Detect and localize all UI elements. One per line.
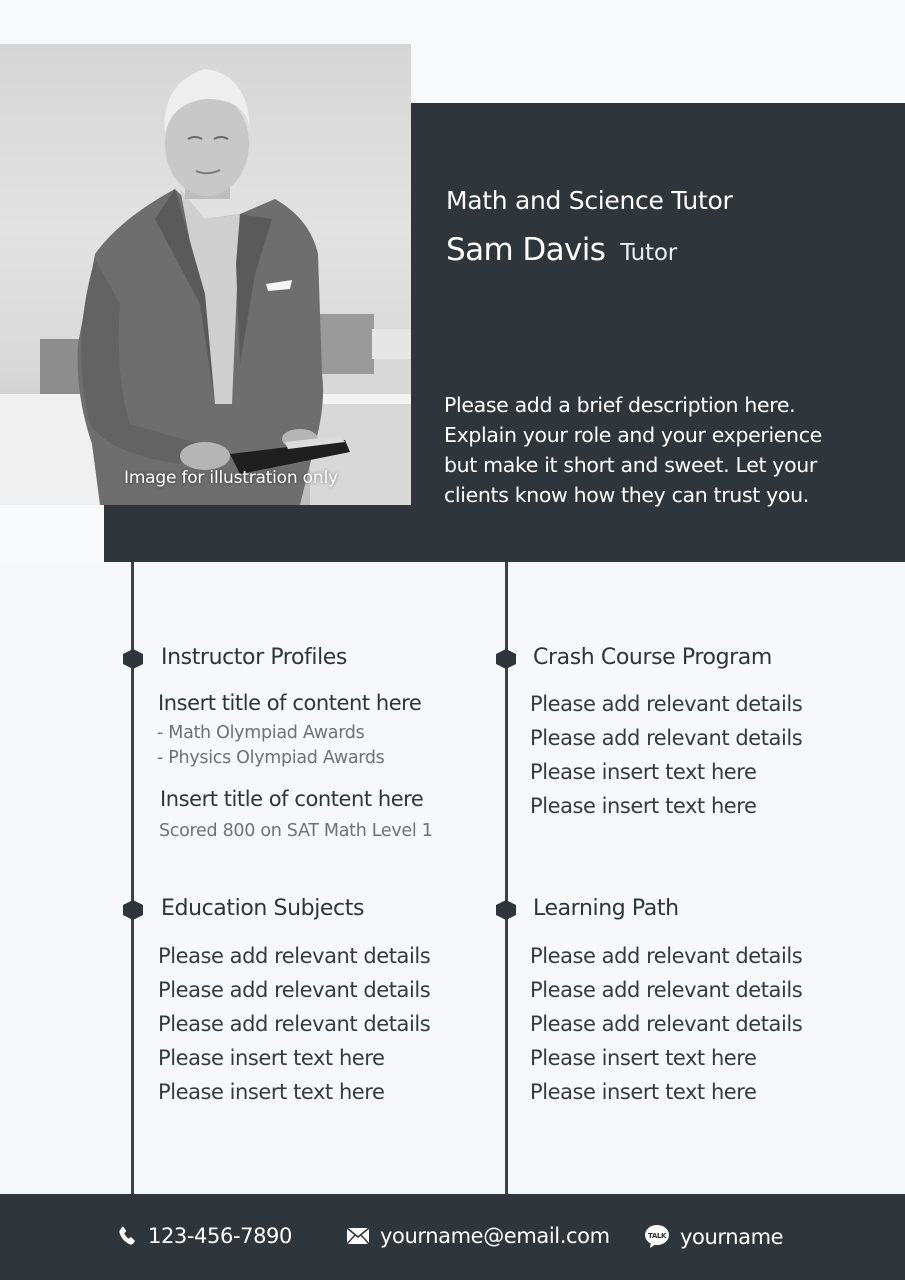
profile-photo bbox=[0, 44, 411, 505]
detail-list bbox=[158, 939, 430, 1109]
entry-detail: Scored 800 on SAT Math Level 1 bbox=[159, 821, 433, 841]
entry-title: Insert title of content here bbox=[160, 787, 424, 811]
tutor-name: Sam Davis bbox=[446, 232, 606, 268]
hero-description bbox=[444, 390, 884, 510]
list-item: Please add relevant details bbox=[530, 978, 803, 1002]
talk-username: yourname bbox=[680, 1225, 784, 1249]
list-item: Please add relevant details bbox=[530, 726, 803, 750]
svg-text:TALK: TALK bbox=[648, 1232, 666, 1240]
email-address: yourname@email.com bbox=[380, 1224, 610, 1248]
description-line: Explain your role and your experience bbox=[444, 423, 822, 447]
entry-title: Insert title of content here bbox=[158, 691, 422, 715]
hero-subtitle: Math and Science Tutor bbox=[446, 186, 733, 215]
list-item: Please insert text here bbox=[530, 760, 757, 784]
mail-icon bbox=[346, 1227, 370, 1245]
person-illustration bbox=[0, 44, 411, 505]
list-item: Please add relevant details bbox=[530, 944, 803, 968]
list-item: Please insert text here bbox=[530, 1080, 757, 1104]
section-title: Learning Path bbox=[533, 896, 679, 921]
talk-chat-icon bbox=[644, 1224, 670, 1250]
list-item: Please insert text here bbox=[530, 794, 757, 818]
list-item: Please add relevant details bbox=[158, 1012, 431, 1036]
hero-name-row bbox=[446, 232, 677, 268]
description-line: Please add a brief description here. bbox=[444, 393, 796, 417]
list-item: Please insert text here bbox=[530, 1046, 757, 1070]
description-line: clients know how they can trust you. bbox=[444, 483, 809, 507]
section-title: Crash Course Program bbox=[533, 645, 772, 670]
list-item: Please add relevant details bbox=[530, 692, 803, 716]
list-item: Please add relevant details bbox=[158, 978, 431, 1002]
phone-number: 123-456-7890 bbox=[148, 1224, 292, 1248]
detail-list bbox=[530, 939, 802, 1109]
description-line: but make it short and sweet. Let your bbox=[444, 453, 818, 477]
detail-list bbox=[530, 687, 802, 823]
photo-caption: Image for illustration only bbox=[124, 468, 338, 488]
entry-detail: - Physics Olympiad Awards bbox=[157, 748, 385, 768]
list-item: Please insert text here bbox=[158, 1080, 385, 1104]
tutor-role: Tutor bbox=[620, 240, 677, 266]
section-title: Instructor Profiles bbox=[161, 645, 347, 670]
list-item: Please insert text here bbox=[158, 1046, 385, 1070]
list-item: Please add relevant details bbox=[158, 944, 431, 968]
contact-email[interactable] bbox=[346, 1224, 610, 1248]
phone-icon bbox=[116, 1224, 138, 1248]
entry-detail: - Math Olympiad Awards bbox=[157, 723, 365, 743]
list-item: Please add relevant details bbox=[530, 1012, 803, 1036]
contact-phone[interactable] bbox=[116, 1224, 292, 1248]
contact-talk[interactable] bbox=[644, 1224, 783, 1250]
section-title: Education Subjects bbox=[161, 896, 365, 921]
